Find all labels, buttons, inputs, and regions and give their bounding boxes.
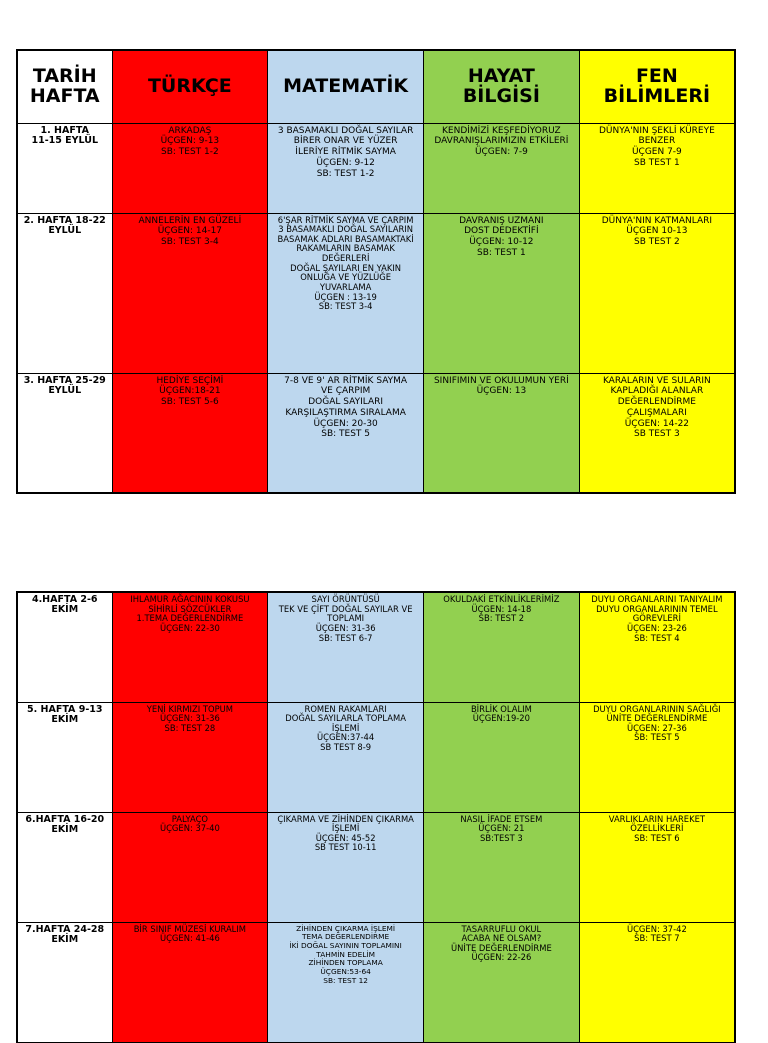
week-cell: 5. HAFTA 9-13 EKİM bbox=[17, 702, 112, 812]
header-hayat-bilgisi: HAYAT BİLGİSİ bbox=[424, 50, 580, 123]
week-cell: 4.HAFTA 2-6 EKİM bbox=[17, 592, 112, 702]
table-row bbox=[17, 592, 735, 702]
header-turkce: TÜRKÇE bbox=[112, 50, 268, 123]
hayat-bilgisi-cell: SINIFIMIN VE OKULUMUN YERİ ÜÇGEN: 13 bbox=[424, 373, 580, 493]
fen-bilimleri-cell: KARALARIN VE SULARIN KAPLADIĞI ALANLAR DEĞERLENDİRME ÇALIŞMALARI ÜÇGEN: 14-22 SB TEST 3 bbox=[579, 373, 735, 493]
turkce-cell: IHLAMUR AĞACININ KOKUSU SİHİRLİ SÖZCÜKLER 1.TEMA DEĞERLENDİRME ÜÇGEN: 22-30 bbox=[112, 592, 268, 702]
table-row bbox=[17, 812, 735, 922]
matematik-cell: ZİHİNDEN ÇIKARMA İŞLEMİ TEMA DEĞERLENDİRME İKİ DOĞAL SAYININ TOPLAMINI TAHMİN EDELİM ZİHİNDEN TOPLAMA ÜÇGEN:53-64 SB: TEST 12 bbox=[268, 922, 424, 1042]
fen-bilimleri-cell: VARLIKLARIN HAREKET ÖZELLİKLERİ SB: TEST 6 bbox=[579, 812, 735, 922]
hayat-bilgisi-cell: TASARRUFLU OKUL ACABA NE OLSAM? ÜNİTE DEĞERLENDİRME ÜÇGEN: 22-26 bbox=[424, 922, 580, 1042]
turkce-cell: ARKADAŞ ÜÇGEN: 9-13 SB: TEST 1-2 bbox=[112, 123, 268, 213]
matematik-cell: ÇIKARMA VE ZİHİNDEN ÇIKARMA İŞLEMİ ÜÇGEN: 45-52 SB TEST 10-11 bbox=[268, 812, 424, 922]
week-cell: 2. HAFTA 18-22 EYLÜL bbox=[17, 213, 112, 373]
hayat-bilgisi-cell: NASIL İFADE ETSEM ÜÇGEN: 21 SB:TEST 3 bbox=[424, 812, 580, 922]
hayat-bilgisi-cell: BİRLİK OLALIM ÜÇGEN:19-20 bbox=[424, 702, 580, 812]
turkce-cell: YENİ KIRMIZI TOPUM ÜÇGEN: 31-36 SB: TEST 28 bbox=[112, 702, 268, 812]
matematik-cell: ROMEN RAKAMLARI DOĞAL SAYILARLA TOPLAMA İŞLEMİ ÜÇGEN:37-44 SB TEST 8-9 bbox=[268, 702, 424, 812]
fen-bilimleri-cell: DÜNYA'NIN KATMANLARI ÜÇGEN 10-13 SB TEST 2 bbox=[579, 213, 735, 373]
week-cell: 7.HAFTA 24-28 EKİM bbox=[17, 922, 112, 1042]
hayat-bilgisi-cell: KENDİMİZİ KEŞFEDİYORUZ DAVRANIŞLARIMIZIN ETKİLERİ ÜÇGEN: 7-9 bbox=[424, 123, 580, 213]
fen-bilimleri-cell: DUYU ORGANLARININ SAĞLIĞI ÜNİTE DEĞERLENDİRME ÜÇGEN: 27-36 SB: TEST 5 bbox=[579, 702, 735, 812]
matematik-cell: SAYI ÖRÜNTÜSÜ TEK VE ÇİFT DOĞAL SAYILAR VE TOPLAMI ÜÇGEN: 31-36 SB: TEST 6-7 bbox=[268, 592, 424, 702]
hayat-bilgisi-cell: OKULDAKİ ETKİNLİKLERİMİZ ÜÇGEN: 14-18 SB: TEST 2 bbox=[424, 592, 580, 702]
header-matematik: MATEMATİK bbox=[268, 50, 424, 123]
weekly-plan-table-2 bbox=[16, 591, 736, 1043]
hayat-bilgisi-cell: DAVRANIŞ UZMANI DOST DEDEKTİFİ ÜÇGEN: 10-12 SB: TEST 1 bbox=[424, 213, 580, 373]
header-date-week: TARİH HAFTA bbox=[17, 50, 112, 123]
header-fen-bilimleri: FEN BİLİMLERİ bbox=[579, 50, 735, 123]
turkce-cell: HEDİYE SEÇİMİ ÜÇGEN:18-21 SB: TEST 5-6 bbox=[112, 373, 268, 493]
turkce-cell: BİR SINIF MÜZESİ KURALIM ÜÇGEN: 41-46 bbox=[112, 922, 268, 1042]
fen-bilimleri-cell: DUYU ORGANLARINI TANIYALIM DUYU ORGANLARININ TEMEL GÖREVLERİ ÜÇGEN: 23-26 SB: TEST 4 bbox=[579, 592, 735, 702]
turkce-cell: ANNELERİN EN GÜZELİ ÜÇGEN: 14-17 SB: TEST 3-4 bbox=[112, 213, 268, 373]
week-cell: 3. HAFTA 25-29 EYLÜL bbox=[17, 373, 112, 493]
table-row bbox=[17, 373, 735, 493]
matematik-cell: 7-8 VE 9' AR RİTMİK SAYMA VE ÇARPIM DOĞAL SAYILARI KARŞILAŞTIRMA SIRALAMA ÜÇGEN: 20-30 SB: TEST 5 bbox=[268, 373, 424, 493]
fen-bilimleri-cell: DÜNYA'NIN ŞEKLİ KÜREYE BENZER ÜÇGEN 7-9 SB TEST 1 bbox=[579, 123, 735, 213]
header-row bbox=[17, 50, 735, 123]
week-cell: 6.HAFTA 16-20 EKİM bbox=[17, 812, 112, 922]
weekly-plan-table-1 bbox=[16, 49, 736, 494]
table-row bbox=[17, 702, 735, 812]
matematik-cell: 6'ŞAR RİTMİK SAYMA VE ÇARPIM 3 BASAMAKLI DOĞAL SAYILARIN BASAMAK ADLARI BASAMAKTAKİ RAKAMLARIN BASAMAK DEĞERLERİ DOĞAL ŞAYILARI EN YAKIN ONLUĞA VE YÜZLÜĞE YUVARLAMA ÜÇGEN : 13-19 SB: TEST 3-4 bbox=[268, 213, 424, 373]
fen-bilimleri-cell: ÜÇGEN: 37-42 SB: TEST 7 bbox=[579, 922, 735, 1042]
table-row bbox=[17, 922, 735, 1042]
week-cell: 1. HAFTA 11-15 EYLÜL bbox=[17, 123, 112, 213]
table-row bbox=[17, 213, 735, 373]
table-row bbox=[17, 123, 735, 213]
turkce-cell: PALYAÇO ÜÇGEN: 37-40 bbox=[112, 812, 268, 922]
matematik-cell: 3 BASAMAKLI DOĞAL SAYILAR BİRER ONAR VE YÜZER İLERİYE RİTMİK SAYMA ÜÇGEN: 9-12 SB: TEST 1-2 bbox=[268, 123, 424, 213]
